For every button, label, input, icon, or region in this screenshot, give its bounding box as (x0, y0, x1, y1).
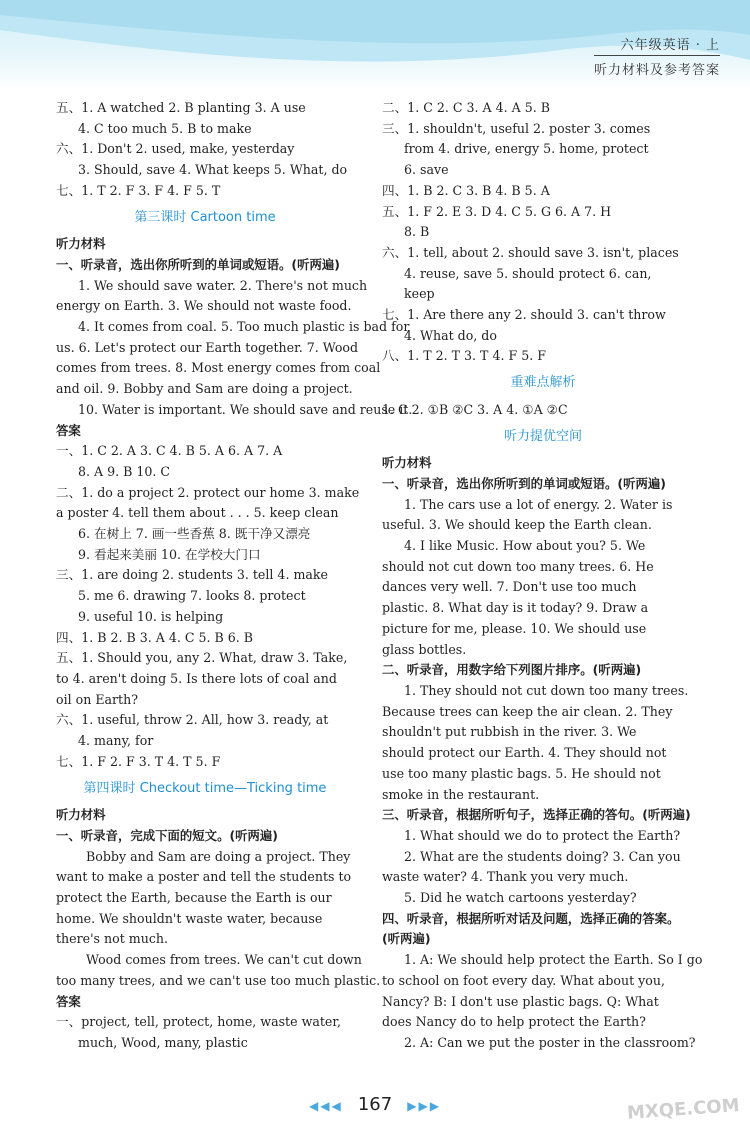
transcript-line: does Nancy do to help protect the Earth? (382, 1014, 646, 1030)
passage-line: want to make a poster and tell the students to (56, 869, 352, 885)
answer-line: 四、1. B 2. B 3. A 4. C 5. B 6. B (56, 629, 254, 645)
transcript-line: smoke in the restaurant. (382, 786, 540, 802)
transcript-line: waste water? 4. Thank you very much. (382, 869, 629, 885)
answer-line: 6. 在树上 7. 画一些香蕉 8. 既干净又漂亮 (78, 526, 311, 542)
transcript-line: 4. I like Music. How about you? 5. We (404, 538, 646, 554)
page-header (594, 34, 720, 78)
section-title-lesson4: 第四课时 Checkout time—Ticking time (83, 780, 327, 796)
section-title-improve: 听力提优空间 (503, 428, 582, 444)
transcript-line: to school on foot every day. What about you, (382, 972, 665, 988)
transcript-line: should protect our Earth. 4. They should not (382, 745, 667, 761)
answer-line: to 4. aren't doing 5. Is there lots of coal and (56, 670, 337, 686)
answer-line: 9. 看起来美丽 10. 在学校大门口 (78, 546, 261, 562)
passage-line: Bobby and Sam are doing a project. They (86, 848, 351, 864)
answer-line: much, Wood, many, plastic (78, 1034, 248, 1050)
transcript-line: 1. The cars use a lot of energy. 2. Water is (404, 496, 673, 512)
answer-line: oil on Earth? (56, 691, 138, 707)
answer-line: keep (404, 286, 435, 302)
transcript-line: dances very well. 7. Don't use too much (382, 579, 637, 595)
answer-line: 五、1. F 2. E 3. D 4. C 5. G 6. A 7. H (382, 203, 612, 219)
page-number: 167 (357, 1094, 393, 1115)
transcript-line: 5. Did he watch cartoons yesterday? (404, 890, 637, 906)
answers-label: 答案 (56, 993, 81, 1009)
answers-label: 答案 (56, 422, 81, 438)
answer-line: a poster 4. tell them about . . . 5. keep clean (56, 505, 339, 521)
transcript-line: energy on Earth. 3. We should not waste food. (56, 298, 352, 314)
transcript-line: and oil. 9. Bobby and Sam are doing a project. (56, 381, 353, 397)
answer-line: 4. many, for (78, 733, 154, 749)
listening-material-label: 听力材料 (56, 236, 106, 252)
right-column (382, 98, 704, 1054)
passage-line: home. We shouldn't waste water, because (56, 910, 323, 926)
passage-line: there's not much. (56, 931, 169, 947)
transcript-line: useful. 3. We should keep the Earth clean. (382, 517, 652, 533)
answer-line: 8. A 9. B 10. C (78, 463, 171, 479)
transcript-line: 1. A: We should help protect the Earth. So I go (404, 952, 703, 968)
header-book-title: 听力材料及参考答案 (593, 63, 720, 78)
left-column (56, 98, 413, 1054)
answer-line: 3. Should, save 4. What keeps 5. What, do (78, 162, 348, 178)
question-heading: 一、听录音，选出你所听到的单词或短语。(听两遍) (56, 256, 340, 272)
transcript-line: 2. What are the students doing? 3. Can you (404, 848, 681, 864)
listening-material-label: 听力材料 (56, 807, 106, 823)
answer-line: 9. useful 10. is helping (78, 608, 224, 624)
answer-line: 4. reuse, save 5. should protect 6. can, (404, 265, 652, 281)
transcript-line: comes from trees. 8. Most energy comes from coal (56, 360, 381, 376)
transcript-line: use too many plastic bags. 5. He should not (382, 765, 661, 781)
transcript-line: Nancy? B: I don't use plastic bags. Q: What (382, 993, 659, 1009)
passage-line: too many trees, and we can't use too much plastic. (56, 972, 381, 988)
answer-line: 5. me 6. drawing 7. looks 8. protect (78, 588, 306, 604)
answer-line: 4. C too much 5. B to make (78, 120, 252, 136)
transcript-line: 4. It comes from coal. 5. Too much plastic is bad for (78, 319, 410, 335)
answer-line: 一、1. C 2. A 3. C 4. B 5. A 6. A 7. A (56, 443, 283, 459)
answer-line: 1. C 2. ①B ②C 3. A 4. ①A ②C (382, 401, 568, 417)
transcript-line: 2. A: Can we put the poster in the classroom? (404, 1034, 696, 1050)
answer-line: 八、1. T 2. T 3. T 4. F 5. F (382, 348, 546, 364)
question-heading: 一、听录音，选出你所听到的单词或短语。(听两遍) (382, 475, 666, 491)
answer-line: 二、1. C 2. C 3. A 4. A 5. B (382, 100, 551, 115)
transcript-line: 1. We should save water. 2. There's not much (78, 277, 368, 293)
answer-line: 二、1. do a project 2. protect our home 3. make (56, 484, 360, 500)
transcript-line: plastic. 8. What day is it today? 9. Draw a (382, 600, 649, 616)
question-heading: 四、听录音，根据所听对话及问题，选择正确的答案。 (382, 910, 680, 926)
transcript-line: Because trees can keep the air clean. 2. They (382, 703, 673, 719)
section-title-keypoints: 重难点解析 (510, 375, 576, 391)
listening-material-label: 听力材料 (382, 455, 432, 471)
answer-line: 六、1. useful, throw 2. All, how 3. ready, at (56, 712, 329, 728)
answer-line: 三、1. are doing 2. students 3. tell 4. make (56, 567, 328, 583)
transcript-line: glass bottles. (382, 641, 467, 657)
question-heading: 三、听录音，根据所听句子，选择正确的答句。(听两遍) (382, 807, 691, 823)
passage-line: Wood comes from trees. We can't cut down (86, 952, 362, 968)
passage-line: protect the Earth, because the Earth is our (56, 890, 332, 906)
watermark: MXQE.COM (626, 1095, 741, 1124)
section-title-lesson3: 第三课时 Cartoon time (134, 209, 276, 225)
left-arrows-icon: ◀◀◀ (309, 1099, 343, 1113)
transcript-line: picture for me, please. 10. We should use (382, 620, 647, 636)
answer-line: 六、1. Don't 2. used, make, yesterday (56, 141, 295, 157)
answer-line: 七、1. Are there any 2. should 3. can't throw (382, 307, 666, 323)
answer-line: 6. save (404, 162, 449, 178)
transcript-line: 1. They should not cut down too many trees. (404, 682, 689, 698)
answer-line: from 4. drive, energy 5. home, protect (404, 141, 649, 157)
question-subheading: (听两遍) (382, 931, 431, 947)
answer-line: 七、1. F 2. F 3. T 4. T 5. F (56, 753, 221, 769)
transcript-line: should not cut down too many trees. 6. He (382, 558, 654, 574)
answer-line: 五、1. Should you, any 2. What, draw 3. Take, (56, 650, 348, 666)
answer-line: 4. What do, do (404, 327, 497, 343)
right-arrows-icon: ▶▶▶ (407, 1099, 441, 1113)
question-heading: 二、听录音，用数字给下列图片排序。(听两遍) (382, 662, 642, 678)
question-heading: 一、听录音，完成下面的短文。(听两遍) (56, 827, 278, 843)
answer-line: 8. B (404, 224, 430, 240)
transcript-line: shouldn't put rubbish in the river. 3. We (382, 724, 637, 740)
answer-line: 三、1. shouldn't, useful 2. poster 3. comes (382, 120, 651, 136)
answer-line: 四、1. B 2. C 3. B 4. B 5. A (382, 182, 550, 198)
answer-line: 一、project, tell, protect, home, waste water, (56, 1014, 342, 1030)
answer-line: 六、1. tell, about 2. should save 3. isn't, places (382, 244, 679, 260)
transcript-line: us. 6. Let's protect our Earth together. 7. Wood (56, 339, 359, 355)
transcript-line: 10. Water is important. We should save and reuse it. (78, 401, 413, 417)
transcript-line: 1. What should we do to protect the Earth? (404, 827, 681, 843)
header-grade-title: 六年级英语 · 上 (594, 34, 720, 56)
answer-line: 七、1. T 2. F 3. F 4. F 5. T (56, 182, 221, 198)
answer-line: 五、1. A watched 2. B planting 3. A use (56, 100, 306, 115)
